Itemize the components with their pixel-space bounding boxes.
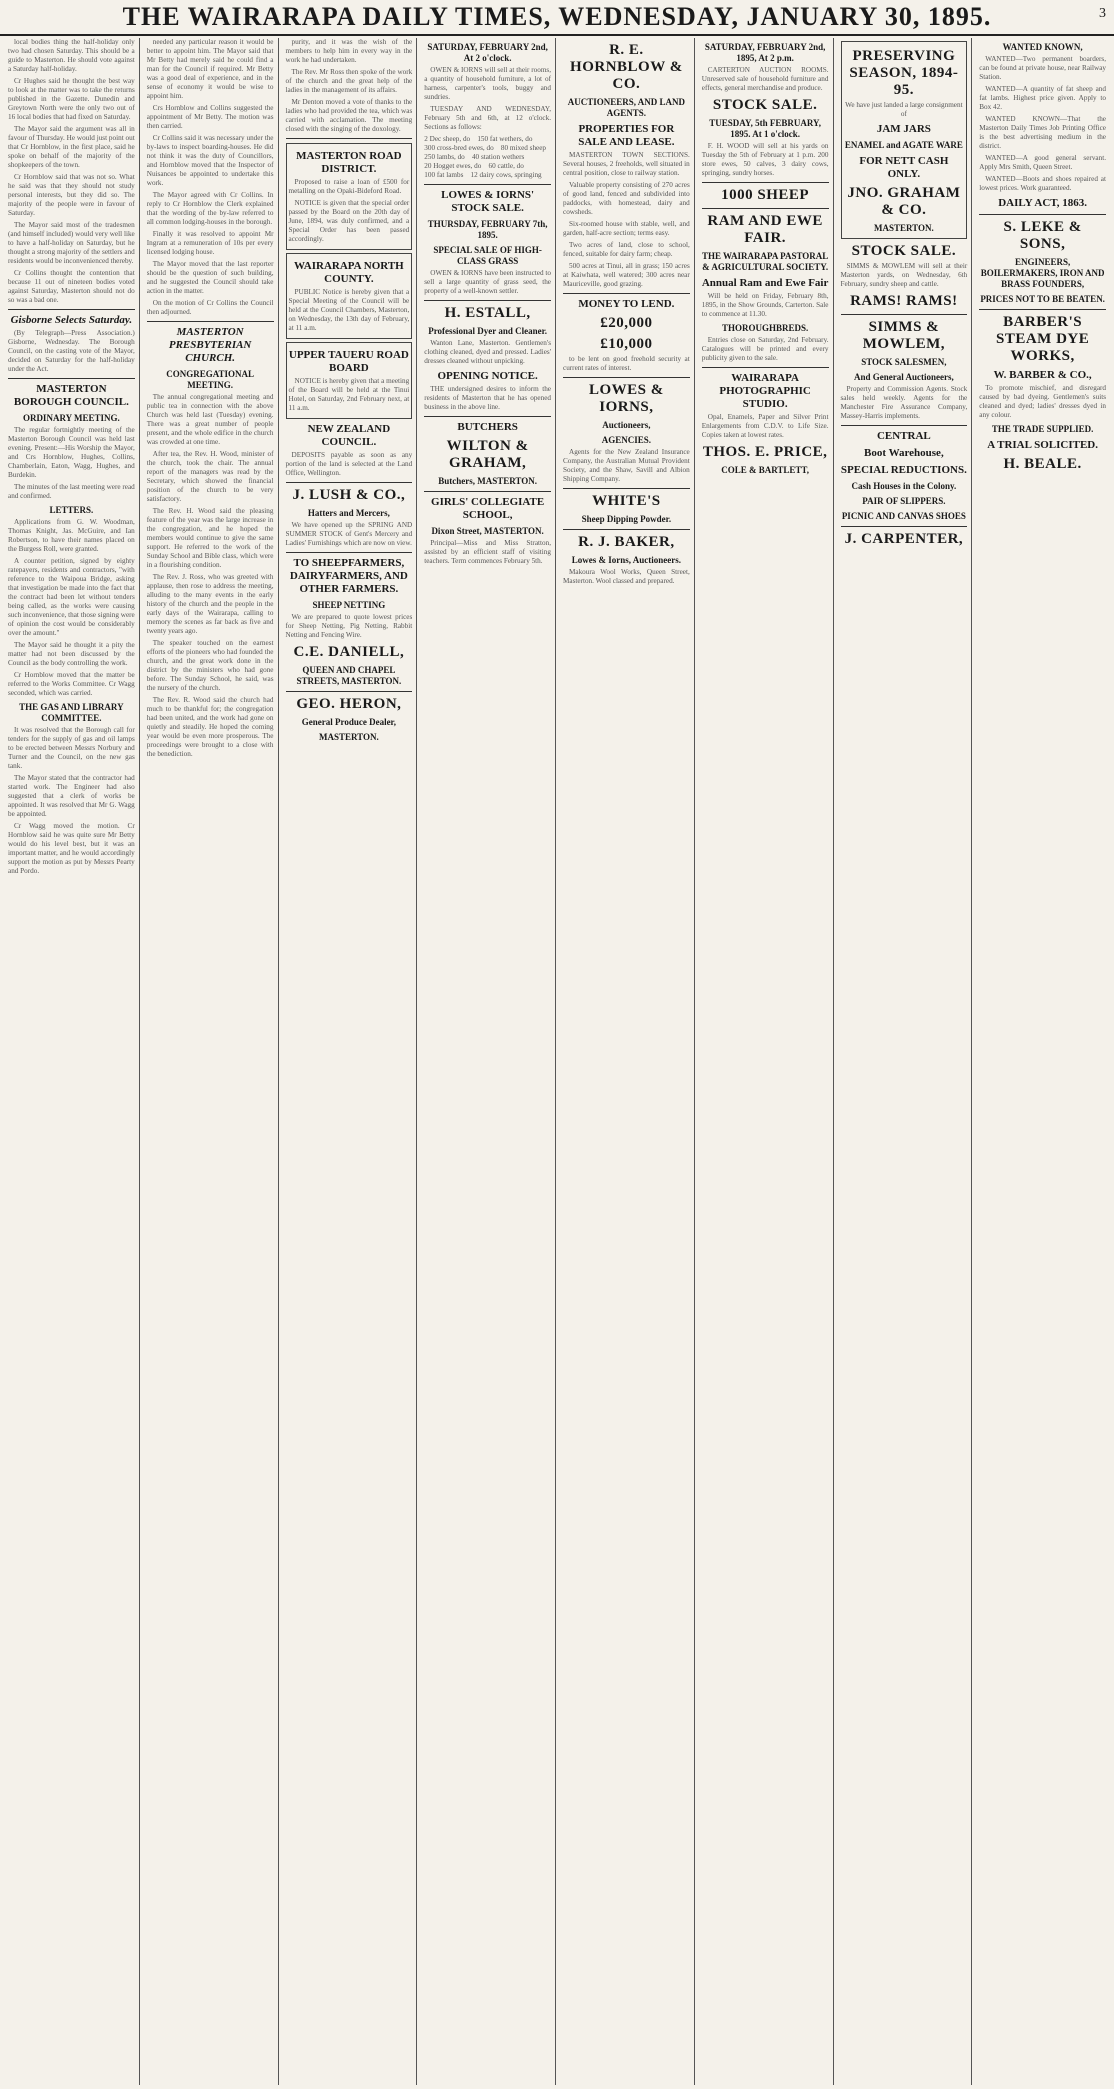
body-text: Cr Hornblow said that was not so. What he said was that they should not study personal interests, but they did so. The majority of the people were in favour of Saturday. bbox=[8, 173, 135, 217]
body-text: Will be held on Friday, February 8th, 1895, in the Show Grounds, Carterton. Sale to commence at 11.30. bbox=[701, 292, 829, 318]
advert-subtitle: SATURDAY, FEBRUARY 2nd, At 2 o'clock. bbox=[427, 42, 548, 63]
advert-title: WHITE'S bbox=[592, 493, 661, 509]
body-text: F. H. WOOD will sell at his yards on Tuesday the 5th of February at 1 p.m. 200 store ewes, 50 calves, 3 dairy cows, springing, sundry horses. bbox=[701, 142, 829, 177]
section-subheading: CONGREGATIONAL MEETING. bbox=[166, 369, 255, 390]
body-text: needed any particular reason it would be better to appoint him. The Mayor said that Mr Betty had merely said he could find a man for the Council if required. Mr Betty was a good deal of experience, and in the sense of economy it would be wise to appoint him. bbox=[146, 38, 274, 100]
advert-title: C.E. DANIELL, bbox=[293, 644, 405, 660]
section-heading: NEW ZEALAND COUNCIL. bbox=[307, 423, 391, 448]
advert-title: S. LEKE & SONS, bbox=[1003, 219, 1082, 252]
advert-title: BARBER'S STEAM DYE WORKS, bbox=[995, 314, 1090, 364]
body-text: Makoura Wool Works, Queen Street, Masterton. Wool classed and prepared. bbox=[563, 568, 690, 585]
advert-title: LOWES & IORNS, bbox=[588, 382, 664, 415]
body-text: A counter petition, signed by eighty ratepayers, residents and contractors, "with reference to the Waipoua Bridge, asking that investigation be made into the fact that the contract had been let without tenders being called, as the works were causing such inconvenience, that those signing were of opinion the cost would be considerably over the amount." bbox=[8, 557, 135, 637]
body-text: The speaker touched on the earnest efforts of the pioneers who had founded the church, and the great work done in the district by the ministers who had gone before. The Sunday School, he said, was the nursery of the church. bbox=[146, 639, 274, 692]
advert-amount: £20,000 bbox=[600, 315, 653, 331]
body-text: NOTICE is given that the special order passed by the Board on the 20th day of June, 1894, was duly confirmed, and a Special Order has been passed accordingly. bbox=[288, 199, 410, 243]
advert-title: Annual Ram and Ewe Fair bbox=[701, 277, 829, 289]
page-number: 3 bbox=[1099, 6, 1106, 21]
column-6 bbox=[698, 38, 834, 2085]
advert-subtitle: JAM JARS bbox=[876, 123, 931, 135]
body-text: It was resolved that the Borough call for tenders for the supply of gas and oil lamps to be erected between Messrs Norbury and Turner and the Council, on the new gas tank. bbox=[8, 726, 135, 770]
advert-subtitle: PRICES NOT TO BE BEATEN. bbox=[980, 294, 1105, 304]
section-subheading: LETTERS. bbox=[49, 505, 94, 515]
advert-title: STOCK SALE. bbox=[851, 243, 957, 259]
advert-subtitle: COLE & BARTLETT, bbox=[721, 465, 810, 475]
body-text: Cr Collins said it was necessary under the by-laws to inspect boarding-houses. He did not think it was the duty of Councillors, and Hornblow moved that the Inspector of Nuisances be appointed to undertake this work. bbox=[146, 134, 274, 187]
body-text: Valuable property consisting of 270 acres of good land, fenced and subdivided into paddocks, with homestead, dairy and cowsheds. bbox=[563, 181, 690, 216]
body-text: Cr Hughes said he thought the best way to look at the matter was to take the returns published in the Gazette. Dunedin and Greytown North were the only two out of 16 local bodies that had fixed on Saturday. bbox=[8, 77, 135, 121]
body-text: Mr Denton moved a vote of thanks to the ladies who had provided the tea, which was carried with acclamation. The meeting closed with the singing of the doxology. bbox=[285, 98, 413, 133]
advert-subtitle: Butchers, MASTERTON. bbox=[438, 476, 538, 486]
advert-amount: £10,000 bbox=[600, 336, 653, 352]
advert-subtitle: W. BARBER & CO., bbox=[993, 369, 1092, 381]
body-text: The annual congregational meeting and public tea in connection with the above Church was held last (Tuesday) evening. There was a great number of people present, and the whole edifice in the church was crowded at one time. bbox=[146, 393, 274, 446]
advert-subtitle: FOR NETT CASH ONLY. bbox=[859, 155, 949, 180]
advert-subtitle: General Produce Dealer, bbox=[301, 717, 396, 727]
body-text: Wanton Lane, Masterton. Gentlemen's clothing cleaned, dyed and pressed. Ladies' dresses cleaned without unpicking. bbox=[424, 339, 551, 365]
advert-subtitle: SPECIAL SALE OF HIGH-CLASS GRASS bbox=[433, 245, 542, 266]
body-text: Opal, Enamels, Paper and Silver Print Enlargements from C.D.V. to Life Size. Copies taken at lowest rates. bbox=[701, 413, 829, 439]
advert-title: JNO. GRAHAM & CO. bbox=[847, 185, 961, 218]
body-text: SIMMS & MOWLEM will sell at their Masterton yards, on Wednesday, 6th February, sundry sheep and cattle. bbox=[840, 262, 968, 288]
body-text: to be lent on good freehold security at current rates of interest. bbox=[563, 355, 690, 372]
body-text: purity, and it was the wish of the members to help him in every way in the work he had undertaken. bbox=[285, 38, 413, 64]
section-heading: MASTERTON BOROUGH COUNCIL. bbox=[13, 383, 129, 408]
advert-title: R. E. HORNBLOW & CO. bbox=[570, 42, 683, 92]
body-text: The Rev. J. Ross, who was greeted with applause, then rose to address the meeting, alluding to the many events in the early history of the church and the people in the early days of the Wairarapa, calling to memory the scenes as far back as five and twenty years ago. bbox=[146, 573, 274, 635]
advert-title: WAIRARAPA PHOTOGRAPHIC STUDIO. bbox=[719, 372, 811, 410]
body-text: Crs Hornblow and Collins suggested the appointment of Mr Betty. The motion was then carried. bbox=[146, 104, 274, 130]
advert-subtitle: ENGINEERS, BOILERMAKERS, IRON AND BRASS FOUNDERS, bbox=[980, 257, 1105, 289]
body-text: Applications from G. W. Woodman, Thomas Knight, Jas. McGuire, and Ian Robertson, to have their names placed on the Burgess Roll, were granted. bbox=[8, 518, 135, 553]
body-text: WANTED—Boots and shoes repaired at lowest prices. Work guaranteed. bbox=[979, 175, 1106, 192]
body-text: We have just landed a large consignment of bbox=[845, 101, 963, 118]
body-text: DEPOSITS payable as soon as any portion of the land is selected at the Land Office, Wellington. bbox=[285, 451, 413, 477]
body-text: To promote mischief, and disregard caused by bad dyeing. Gentlemen's suits cleaned and dyed; ladies' dresses dyed in any colour. bbox=[979, 384, 1106, 419]
section-heading: WAIRARAPA NORTH COUNTY. bbox=[294, 260, 404, 285]
body-text: The Rev. R. Wood said the church had much to be thankful for; the congregation had been united, and the work had gone on quietly and steadily. He hoped the coming year would be even more prosperous. The proceedings were brought to a close with the benediction. bbox=[146, 696, 274, 758]
body-text: Cr Hornblow moved that the matter be referred to the Works Committee. Cr Wagg seconded, which was carried. bbox=[8, 671, 135, 697]
advert-title: R. J. BAKER, bbox=[578, 534, 675, 550]
body-text: The Mayor agreed with Cr Collins. In reply to Cr Hornblow the Clerk explained that the wording of the by-law referred to all common lodging-houses in the borough. bbox=[146, 191, 274, 226]
body-text: The minutes of the last meeting were read and confirmed. bbox=[8, 483, 135, 500]
advert-title: BUTCHERS bbox=[457, 421, 518, 433]
body-text: WANTED KNOWN—That the Masterton Daily Times Job Printing Office is the best advertising medium in the district. bbox=[979, 115, 1106, 150]
advert-title: J. LUSH & CO., bbox=[292, 487, 406, 503]
advert-location: MASTERTON. bbox=[873, 223, 934, 233]
advert-title: DAILY ACT, 1863. bbox=[998, 197, 1088, 209]
advert-title: OPENING NOTICE. bbox=[437, 370, 538, 382]
advert-subtitle: STOCK SALESMEN, bbox=[861, 357, 947, 367]
body-text: Two acres of land, close to school, fenced, suitable for dairy farm; cheap. bbox=[563, 241, 690, 258]
column-1 bbox=[4, 38, 140, 2085]
body-text: NOTICE is hereby given that a meeting of the Board will be held at the Tinui Hotel, on Saturday, 2nd February next, at 11 a.m. bbox=[288, 377, 410, 412]
advert-title: A TRIAL SOLICITED. bbox=[987, 439, 1098, 451]
page-columns bbox=[4, 38, 1110, 2085]
newspaper-title: THE WAIRARAPA DAILY TIMES, WEDNESDAY, JANUARY 30, 1895. bbox=[122, 2, 992, 31]
body-text: local bodies thing the half-holiday only two had chosen Saturday. This should be a guide to Masterton. He should vote against a Saturday half-holiday. bbox=[8, 38, 135, 73]
advert-subtitle: PICNIC AND CANVAS SHOES bbox=[841, 511, 966, 521]
body-text: TUESDAY AND WEDNESDAY, February 5th and 6th, at 12 o'clock. Sections as follows: bbox=[424, 105, 551, 131]
advert-title: GEO. HERON, bbox=[296, 696, 402, 712]
advert-subtitle: THE WAIRARAPA PASTORAL & AGRICULTURAL SOCIETY. bbox=[701, 251, 829, 272]
advert-title: H. BEALE. bbox=[1003, 456, 1082, 472]
advert-subtitle: Auctioneers, bbox=[602, 420, 651, 430]
body-text: OWEN & IORNS will sell at their rooms, a quantity of household furniture, a lot of harness, carpenter's tools, buggy and sundries. bbox=[424, 66, 551, 101]
body-text: CARTERTON AUCTION ROOMS. Unreserved sale of household furniture and effects, general merchandise and produce. bbox=[701, 66, 829, 92]
advert-title: Boot Warehouse, bbox=[864, 447, 944, 459]
advert-title: RAMS! RAMS! bbox=[850, 293, 958, 309]
body-text: Six-roomed house with stable, well, and garden, half-acre section; terms easy. bbox=[563, 220, 690, 237]
body-text: Principal—Miss and Miss Stratton, assisted by an efficient staff of visiting teachers. Term commences February 5th. bbox=[424, 539, 551, 565]
advert-subtitle: Dixon Street, MASTERTON. bbox=[431, 526, 544, 536]
advert-subtitle: Cash Houses in the Colony. bbox=[851, 481, 957, 491]
advert-subtitle: AUCTIONEERS, AND LAND AGENTS. bbox=[567, 97, 686, 118]
body-text: Agents for the New Zealand Insurance Company, the Australian Mutual Provident Society, and the Shaw, Savill and Albion Shipping Company. bbox=[563, 448, 690, 483]
advert-title: H. ESTALL, bbox=[444, 305, 531, 321]
body-text: After tea, the Rev. H. Wood, minister of the church, took the chair. The annual report of the managers was read by the Secretary, which showed the financial position of the church to be very satisfactory. bbox=[146, 450, 274, 503]
advert-title: RAM AND EWE FAIR. bbox=[707, 213, 823, 246]
advert-title: J. CARPENTER, bbox=[844, 531, 964, 547]
advert-subtitle: SATURDAY, FEBRUARY 2nd, 1895, At 2 p.m. bbox=[704, 42, 826, 63]
body-text: We are prepared to quote lowest prices for Sheep Netting, Pig Netting, Rabbit Netting and Fencing Wire. bbox=[285, 613, 413, 639]
body-text: The Mayor stated that the contractor had started work. The Engineer had also suggested that a clerk of works be appointed. It was resolved that Mr G. Wagg be appointed. bbox=[8, 774, 135, 818]
body-text: 500 acres at Tinui, all in grass; 150 acres at Kaiwhata, well watered; 300 acres near Mauriceville, good grazing. bbox=[563, 262, 690, 288]
body-text: Property and Commission Agents. Stock sales held weekly. Agents for the Manchester Fire Assurance Company, Massey-Harris implements. bbox=[840, 385, 968, 420]
body-text: The Rev. Mr Ross then spoke of the work of the church and the great help of the ladies in the management of its affairs. bbox=[285, 68, 413, 94]
advert-title: SIMMS & MOWLEM, bbox=[862, 319, 945, 352]
advert-location: MASTERTON. bbox=[318, 732, 379, 742]
body-text: THE undersigned desires to inform the residents of Masterton that he has opened business in the above line. bbox=[424, 385, 551, 411]
body-text: The Mayor said he thought it a pity the matter had not been discussed by the Council as the body controlling the work. bbox=[8, 641, 135, 667]
body-text: WANTED—Two permanent boarders, can be found at private house, near Railway Station. bbox=[979, 55, 1106, 81]
column-2 bbox=[143, 38, 279, 2085]
section-subheading: THE GAS AND LIBRARY COMMITTEE. bbox=[19, 702, 124, 723]
body-text: Cr Wagg moved the motion. Cr Hornblow said he was quite sure Mr Betty would do his level best, but it was an important matter, and he would accordingly support the motion as put by Messrs Pearty and Pordo. bbox=[8, 822, 135, 875]
advert-title: LOWES & IORNS' STOCK SALE. bbox=[441, 189, 535, 214]
advert-subtitle: AGENCIES. bbox=[601, 435, 651, 445]
advert-title: THOS. E. PRICE, bbox=[702, 444, 828, 460]
body-text: The Rev. H. Wood said the pleasing feature of the year was the large increase in the congregation, and he hoped the members would continue to give the same support. He referred to the work of the Sunday School and Bible class, which were in a flourishing condition. bbox=[146, 507, 274, 569]
advert-subtitle: Professional Dyer and Cleaner. bbox=[428, 326, 548, 336]
column-4: SATURDAY, FEBRUARY 2nd, At 2 o'clock. OWEN & IORNS will sell at their rooms, a quantity of household furniture, a lot of harness, carpenter's tools, buggy and sundries. TUESDAY AND WEDNESDAY, February 5th and 6th, at 12 o'clock. Sections as follows: 2 Dec sheep, do 150 fat wethers, do 300 cross-bred ewes, do 80 mixed sheep 250 lambs, do 40 station wethers 20 Hogget ewes, do 60 cattle, do 100 fat lambs 12 dairy cows, springing LOWES & IORNS' STOCK SALE. THURSDAY, FEBRUARY 7th, 1895. SPECIAL SALE OF HIGH-CLASS GRASS OWEN & IORNS have been instructed to sell a large quantity of grass seed, the property of a well-known settler. H. ESTALL, Professional Dyer and Cleaner. Wanton Lane, Masterton. Gentlemen's clothing cleaned, dyed and pressed. Ladies' dresses cleaned without unpicking. OPENING NOTICE. THE undersigned desires to inform the residents of Masterton that he has opened business in the above line. BUTCHERS WILTON & GRAHAM, Butchers, MASTERTON. GIRLS' COLLEGIATE SCHOOL, Dixon Street, MASTERTON. Principal—Miss and Miss Stratton, assisted by an efficient staff of visiting teachers. Term commences February 5th. bbox=[420, 38, 556, 2085]
advert-subtitle: THE TRADE SUPPLIED. bbox=[991, 424, 1094, 434]
body-text: The Mayor moved that the last reporter should be the question of such building, and he suggested the Council should take action in the matter. bbox=[146, 260, 274, 295]
advert-title: CENTRAL bbox=[876, 430, 931, 442]
section-heading: MASTERTON PRESBYTERIAN CHURCH. bbox=[168, 326, 252, 364]
body-text: Entries close on Saturday, 2nd February. Catalogues will be printed and every publicity given to the sale. bbox=[701, 336, 829, 362]
advert-title: GIRLS' COLLEGIATE SCHOOL, bbox=[431, 496, 545, 521]
advert-subtitle: Lowes & Iorns, Auctioneers. bbox=[571, 555, 681, 565]
advert-title: WILTON & GRAHAM, bbox=[446, 438, 529, 471]
advert-subtitle: SPECIAL REDUCTIONS. bbox=[840, 464, 967, 476]
advert-subtitle: WANTED KNOWN, bbox=[1002, 42, 1083, 52]
advert-subtitle: ENAMEL and AGATE WARE bbox=[844, 140, 963, 150]
section-heading: MASTERTON ROAD DISTRICT. bbox=[296, 150, 402, 175]
section-heading: Gisborne Selects Saturday. bbox=[10, 314, 133, 326]
section-heading: UPPER TAUERU ROAD BOARD bbox=[288, 349, 409, 374]
body-text: The Mayor said most of the tradesmen (and himself included) would very well like to have a half-holiday on Saturday, but he thought a strong majority of the settlers and residents would be inconvenienced thereby. bbox=[8, 221, 135, 265]
advert-title: PROPERTIES FOR SALE AND LEASE. bbox=[578, 123, 675, 148]
section-subheading: ORDINARY MEETING. bbox=[22, 413, 120, 423]
body-text: On the motion of Cr Collins the Council then adjourned. bbox=[146, 299, 274, 316]
body-text: We have opened up the SPRING AND SUMMER STOCK of Gent's Mercery and Ladies' Furnishings which are now on view. bbox=[285, 521, 413, 547]
advert-subtitle: THURSDAY, FEBRUARY 7th, 1895. bbox=[427, 219, 548, 240]
advert-subtitle: Hatters and Mercers, bbox=[307, 508, 390, 518]
advert-title: MONEY TO LEND. bbox=[578, 298, 675, 310]
body-text: The Mayor said the argument was all in favour of Thursday. He would just point out that Cr Hornblow, in the first place, said he spoke on behalf of the majority of the shopkeepers of the town. bbox=[8, 125, 135, 169]
body-text: Finally it was resolved to appoint Mr Ingram at a remuneration of 10s per every licensed lodging house. bbox=[146, 230, 274, 256]
body-text: WANTED—A good general servant. Apply Mrs Smith, Queen Street. bbox=[979, 154, 1106, 171]
advert-subtitle: SHEEP NETTING bbox=[312, 600, 386, 610]
body-text: MASTERTON TOWN SECTIONS. Several houses, 2 freeholds, well situated in central position, close to railway station. bbox=[563, 151, 690, 177]
advert-title: STOCK SALE. bbox=[712, 97, 818, 113]
advert-title: PRESERVING SEASON, 1894-95. bbox=[849, 48, 959, 98]
column-3 bbox=[282, 38, 418, 2085]
advert-subtitle: THOROUGHBREDS. bbox=[721, 323, 809, 333]
body-text: Proposed to raise a loan of £500 for metalling on the Opaki-Bideford Road. bbox=[288, 178, 410, 195]
advert-title: 1000 SHEEP bbox=[721, 187, 810, 203]
body-text: WANTED—A quantity of fat sheep and fat lambs. Highest price given. Apply to Box 42. bbox=[979, 85, 1106, 111]
column-5 bbox=[559, 38, 695, 2085]
column-7 bbox=[837, 38, 973, 2085]
body-text: OWEN & IORNS have been instructed to sell a large quantity of grass seed, the property of a well-known settler. bbox=[424, 269, 551, 295]
masthead bbox=[0, 0, 1114, 36]
body-text: Cr Collins thought the contention that because 11 out of nineteen bodies voted against Saturday, Masterton should not do so was a bad one. bbox=[8, 269, 135, 304]
advert-subtitle: PAIR OF SLIPPERS. bbox=[862, 496, 946, 506]
advert-subtitle: TUESDAY, 5th FEBRUARY, 1895. At 1 o'clock. bbox=[709, 118, 821, 139]
column-8 bbox=[975, 38, 1110, 2085]
body-text: (By Telegraph—Press Association.) Gisborne, Wednesday. The Borough Council, on the casting vote of the Mayor, decided on Saturday for the half-holiday under the Act. bbox=[8, 329, 135, 373]
advert-subtitle: QUEEN AND CHAPEL STREETS, MASTERTON. bbox=[296, 665, 402, 686]
advert-subtitle: And General Auctioneers, bbox=[854, 372, 954, 382]
body-text: The regular fortnightly meeting of the Masterton Borough Council was held last evening. Present:—His Worship the Mayor, and Crs Hornblow, Hughes, Collins, Chamberlain, Eaton, Wagg, Hughes, and Burdekin. bbox=[8, 426, 135, 479]
advert-title: TO SHEEPFARMERS, DAIRYFARMERS, AND OTHER FARMERS. bbox=[289, 557, 408, 595]
body-text: PUBLIC Notice is hereby given that a Special Meeting of the Council will be held at the Council Chambers, Masterton, on Wednesday, the 13th day of February, at 11 a.m. bbox=[288, 288, 410, 332]
advert-subtitle: Sheep Dipping Powder. bbox=[581, 514, 672, 524]
